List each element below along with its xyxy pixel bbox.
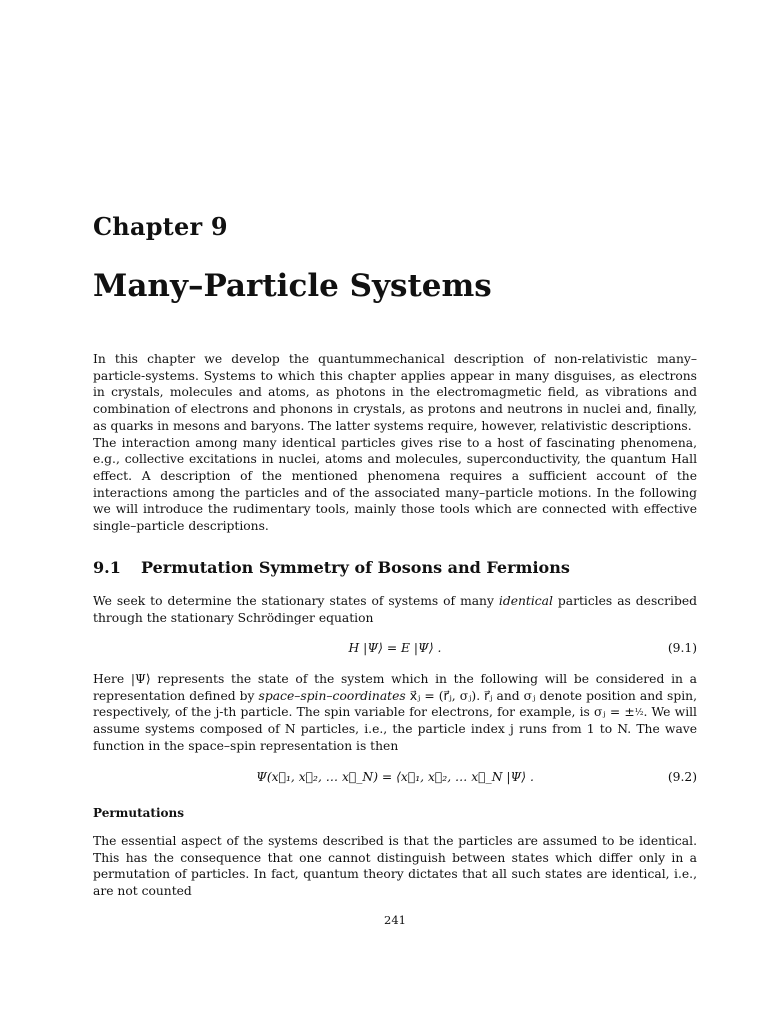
- section-paragraph-2: [93, 671, 697, 755]
- section-p2-emphasis: space–spin–coordinates: [258, 688, 406, 703]
- section-paragraph-1: [93, 593, 697, 626]
- section-p1-emphasis: identical: [498, 594, 553, 608]
- section-p2-text-b: x⃗ⱼ = (r⃗ⱼ, σⱼ). r⃗ⱼ and σⱼ denote position and spin, respectively, of the j-th particle. The spin variable for electrons, for example, is σⱼ = ±: [93, 688, 697, 720]
- equation-9-2-body: Ψ(x⃗₁, x⃗₂, … x⃗_N) = ⟨x⃗₁, x⃗₂, … x⃗_N |Ψ⟩ .: [256, 770, 534, 784]
- section-p1-text-a: We seek to determine the stationary states of systems of many: [93, 594, 499, 608]
- section-p1-text-b: particles as described through the stationary Schrödinger equation: [93, 594, 697, 625]
- chapter-label: Chapter 9: [93, 212, 228, 241]
- spin-fraction: ½: [634, 707, 644, 718]
- section-title: Permutation Symmetry of Bosons and Fermions: [141, 558, 570, 577]
- equation-9-1-body: H |Ψ⟩ = E |Ψ⟩ .: [348, 641, 442, 655]
- section-number: 9.1: [93, 558, 121, 577]
- intro-paragraph-2: The interaction among many identical particles gives rise to a host of fascinating phenomena, e.g., collective excitations in nuclei, atoms and molecules, superconductivity, the quantum Hall effect. A description of the mentioned phenomena requires a sufficient account of the interactions among the particles and of the associated many–particle motions. In the following we will introduce the rudimentary tools, mainly those tools which are connected with effective single–particle descriptions.: [93, 435, 697, 534]
- intro-paragraph-1: In this chapter we develop the quantummechanical description of non-relativistic many–particle-systems. Systems to which this chapter applies appear in many disguises, as electrons in crystals, molecules and atoms, as photons in the electromagmetic field, as vibrations and combination of electrons and phonons in crystals, as protons and neutrons in nuclei and, finally, as quarks in mesons and baryons. The latter systems require, however, relativistic descriptions.: [93, 352, 697, 433]
- section-p2-text-c: . We will assume systems composed of N particles, i.e., the particle index j runs from 1 to N. The wave function in the space–spin representation is then: [93, 705, 697, 753]
- section-paragraph-3: [93, 833, 697, 900]
- chapter-title: Many–Particle Systems: [93, 268, 492, 304]
- intro-text: [93, 351, 697, 535]
- section-p3-text: The essential aspect of the systems described is that the particles are assumed to be identical. This has the consequence that one cannot distinguish between states which differ only in a permutation of particles. In fact, quantum theory dictates that all such states are identical, i.e., are not counted: [93, 834, 697, 899]
- subsection-heading: Permutations: [93, 806, 184, 820]
- equation-9-1-number: (9.1): [667, 641, 697, 655]
- equation-9-2-number: (9.2): [667, 770, 697, 784]
- section-p2-text-a: Here |Ψ⟩ represents the state of the system which in the following will be considered in a representation defined by: [93, 672, 697, 703]
- page-number: 241: [384, 913, 406, 927]
- section-heading: [93, 558, 570, 577]
- document-page: [93, 0, 697, 1024]
